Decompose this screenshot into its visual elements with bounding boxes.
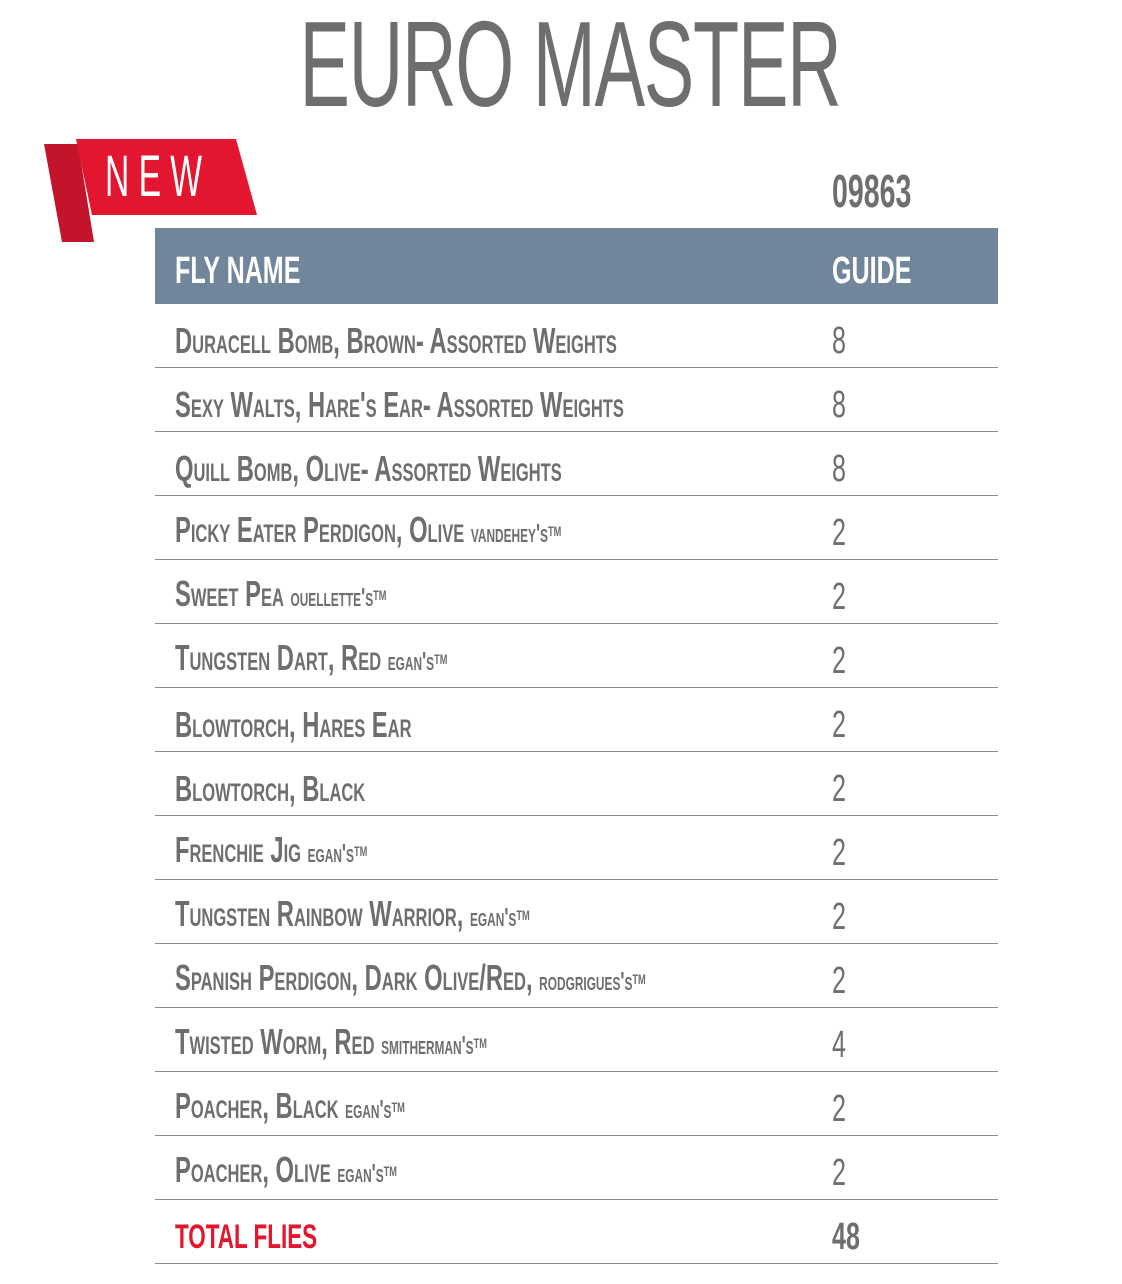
product-sku: 09863 [832,165,912,217]
guide-count: 2 [832,704,846,746]
table-row [155,432,998,496]
table-row [155,752,998,816]
fly-name-text: Sexy Walts, Hare's Ear- Assorted Weights [175,384,624,425]
total-value: 48 [832,1216,860,1258]
table-body [155,304,998,1200]
tier-label: vandehey's [470,518,548,548]
fly-name [175,830,367,873]
fly-name [175,449,562,489]
fly-name-text: Quill Bomb, Olive- Assorted Weights [175,448,562,489]
header-fly-name: FLY NAME [175,250,301,292]
fly-name [175,705,411,745]
header-guide: GUIDE [832,250,912,292]
trademark-mark: TM [383,1163,397,1179]
tier-label: ouellette's [290,582,374,612]
guide-count: 2 [832,768,846,810]
fly-name [175,1086,405,1129]
guide-count: 4 [832,1024,846,1066]
fly-name [175,638,447,681]
fly-name-text: Tungsten Rainbow Warrior, [175,893,470,934]
table-row [155,688,998,752]
fly-name [175,1150,397,1193]
fly-name-text: Twisted Worm, Red [175,1021,382,1062]
guide-count: 8 [832,448,846,490]
page-title: EURO MASTER [299,0,841,132]
fly-name [175,769,365,809]
guide-count: 2 [832,896,846,938]
fly-name [175,958,646,1001]
fly-name-text: Duracell Bomb, Brown- Assorted Weights [175,320,617,361]
fly-name [175,321,617,361]
fly-name-text: Spanish Perdigon, Dark Olive/Red, [175,957,540,998]
guide-count: 8 [832,384,846,426]
trademark-mark: TM [373,587,387,603]
table-row [155,1072,998,1136]
fly-name-text: Picky Eater Perdigon, Olive [175,509,471,550]
guide-count: 2 [832,832,846,874]
table-row [155,880,998,944]
table-row [155,624,998,688]
guide-count: 2 [832,512,846,554]
guide-count: 2 [832,960,846,1002]
fly-name [175,1022,487,1065]
guide-count: 2 [832,1088,846,1130]
fly-name-text: Sweet Pea [175,573,291,614]
trademark-mark: TM [391,1099,405,1115]
table-row [155,304,998,368]
table-header [155,228,998,304]
tier-label: egan's [345,1094,392,1124]
trademark-mark: TM [516,907,530,923]
table-row [155,1136,998,1200]
trademark-mark: TM [434,651,448,667]
fly-name [175,894,530,937]
trademark-mark: TM [632,971,646,987]
tier-label: egan's [307,838,354,868]
trademark-mark: TM [547,523,562,539]
fly-name-text: Frenchie Jig [175,829,308,870]
guide-count: 2 [832,1152,846,1194]
guide-count: 2 [832,576,846,618]
tier-label: egan's [337,1158,384,1188]
fly-name [175,510,561,553]
table-row [155,496,998,560]
total-label: TOTAL FLIES [175,1218,318,1256]
trademark-mark: TM [353,843,368,859]
tier-label: smitherman's [381,1030,474,1060]
fly-name-text: Blowtorch, Black [175,768,366,809]
table-row [155,368,998,432]
guide-count: 8 [832,320,846,362]
guide-count: 2 [832,640,846,682]
table-row [155,816,998,880]
fly-name [175,574,386,617]
tier-label: rodgrigues's [539,966,633,996]
new-badge-label: NEW [105,144,212,209]
fly-name-text: Poacher, Olive [175,1149,338,1190]
fly-name-text: Tungsten Dart, Red [175,637,388,678]
table-row [155,560,998,624]
trademark-mark: TM [473,1035,487,1051]
tier-label: egan's [469,902,517,932]
fly-name-text: Blowtorch, Hares Ear [175,704,412,745]
fly-name [175,385,624,425]
fly-name-text: Poacher, Black [175,1085,346,1126]
table-row [155,1008,998,1072]
fly-table [155,228,998,1264]
tier-label: egan's [387,646,435,676]
table-row [155,944,998,1008]
total-row [155,1200,998,1264]
